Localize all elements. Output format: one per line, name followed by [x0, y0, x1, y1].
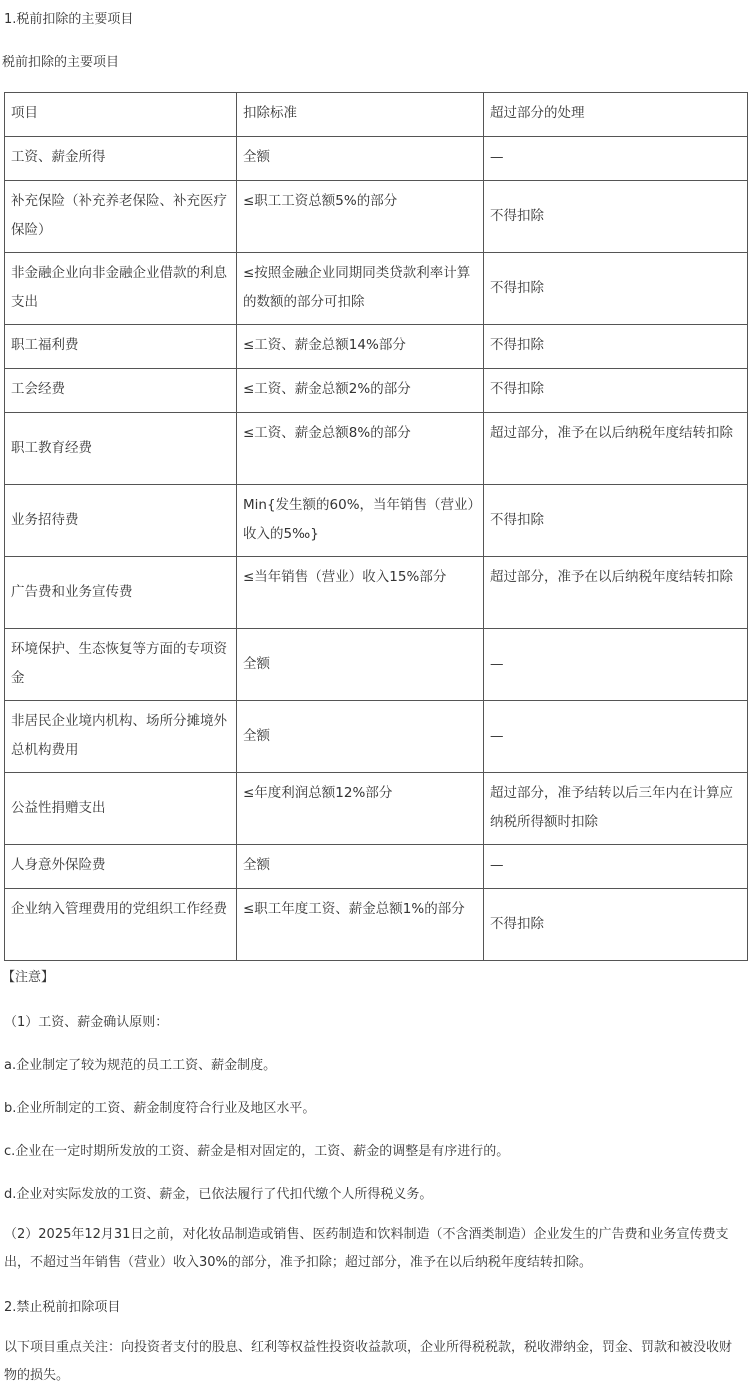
table-row [5, 325, 748, 369]
cell-item: 业务招待费 [5, 485, 237, 557]
wage-principle-d: d.企业对实际发放的工资、薪金，已依法履行了代扣代缴个人所得税义务。 [4, 1187, 433, 1202]
cell-item: 工会经费 [5, 369, 237, 413]
cell-standard: 全额 [237, 137, 484, 181]
cell-standard: 全额 [237, 701, 484, 773]
header-item: 项目 [5, 93, 237, 137]
cell-standard: ≤工资、薪金总额2%的部分 [237, 369, 484, 413]
cell-excess: 超过部分，准予结转以后三年内在计算应纳税所得额时扣除 [484, 773, 748, 845]
cell-item: 职工教育经费 [5, 413, 237, 485]
cell-excess: 不得扣除 [484, 253, 748, 325]
cell-standard: ≤职工工资总额5%的部分 [237, 181, 484, 253]
cell-item: 补充保险（补充养老保险、补充医疗保险） [5, 181, 237, 253]
cell-standard: 全额 [237, 845, 484, 889]
cell-standard: ≤工资、薪金总额8%的部分 [237, 413, 484, 485]
table-row [5, 253, 748, 325]
cell-item: 非金融企业向非金融企业借款的利息支出 [5, 253, 237, 325]
cell-item: 职工福利费 [5, 325, 237, 369]
cell-excess: 不得扣除 [484, 325, 748, 369]
table-row [5, 137, 748, 181]
wage-principle-a: a.企业制定了较为规范的员工工资、薪金制度。 [4, 1058, 277, 1073]
cell-item: 广告费和业务宣传费 [5, 557, 237, 629]
section1-title: 1.税前扣除的主要项目 [4, 12, 134, 27]
cell-excess: 不得扣除 [484, 181, 748, 253]
table-row [5, 557, 748, 629]
cell-item: 环境保护、生态恢复等方面的专项资金 [5, 629, 237, 701]
table-row [5, 773, 748, 845]
cell-item: 非居民企业境内机构、场所分摊境外总机构费用 [5, 701, 237, 773]
section2-text: 以下项目重点关注：向投资者支付的股息、红利等权益性投资收益款项，企业所得税税款，税收滞纳金，罚金、罚款和被没收财物的损失。 [4, 1340, 733, 1383]
table-row [5, 181, 748, 253]
cell-item: 公益性捐赠支出 [5, 773, 237, 845]
cell-excess: 不得扣除 [484, 889, 748, 961]
header-standard: 扣除标准 [237, 93, 484, 137]
cell-excess: — [484, 629, 748, 701]
wage-principles-title: （1）工资、薪金确认原则： [4, 1015, 169, 1030]
table-caption: 税前扣除的主要项目 [2, 55, 120, 70]
table-row [5, 369, 748, 413]
cell-excess: 不得扣除 [484, 369, 748, 413]
cell-excess: 超过部分，准予在以后纳税年度结转扣除 [484, 557, 748, 629]
cell-standard: ≤年度利润总额12%部分 [237, 773, 484, 845]
wage-principle-b: b.企业所制定的工资、薪金制度符合行业及地区水平。 [4, 1101, 316, 1116]
cell-item: 工资、薪金所得 [5, 137, 237, 181]
cell-excess: — [484, 845, 748, 889]
table-row [5, 889, 748, 961]
table-row [5, 485, 748, 557]
header-excess: 超过部分的处理 [484, 93, 748, 137]
section2-title: 2.禁止税前扣除项目 [4, 1300, 121, 1315]
table-header-row [5, 93, 748, 137]
table-row [5, 701, 748, 773]
cell-standard: ≤职工年度工资、薪金总额1%的部分 [237, 889, 484, 961]
table-row [5, 629, 748, 701]
notes-heading: 【注意】 [2, 970, 55, 985]
cell-item: 人身意外保险费 [5, 845, 237, 889]
deduction-table [4, 92, 748, 961]
cell-excess: — [484, 137, 748, 181]
cell-standard: ≤按照金融企业同期同类贷款利率计算的数额的部分可扣除 [237, 253, 484, 325]
cell-excess: 不得扣除 [484, 485, 748, 557]
cell-standard: ≤当年销售（营业）收入15%部分 [237, 557, 484, 629]
table-row [5, 845, 748, 889]
wage-principle-c: c.企业在一定时期所发放的工资、薪金是相对固定的，工资、薪金的调整是有序进行的。 [4, 1144, 510, 1159]
cell-standard: ≤工资、薪金总额14%部分 [237, 325, 484, 369]
cell-excess: — [484, 701, 748, 773]
advertising-note: （2）2025年12月31日之前，对化妆品制造或销售、医药制造和饮料制造（不含酒类制造）企业发生的广告费和业务宣传费支出，不超过当年销售（营业）收入30%的部分，准予扣除；超过部分，准予在以后纳税年度结转扣除。 [4, 1227, 729, 1270]
cell-excess: 超过部分，准予在以后纳税年度结转扣除 [484, 413, 748, 485]
cell-item: 企业纳入管理费用的党组织工作经费 [5, 889, 237, 961]
cell-standard: Min{发生额的60%，当年销售（营业）收入的5‰} [237, 485, 484, 557]
table-row [5, 413, 748, 485]
cell-standard: 全额 [237, 629, 484, 701]
